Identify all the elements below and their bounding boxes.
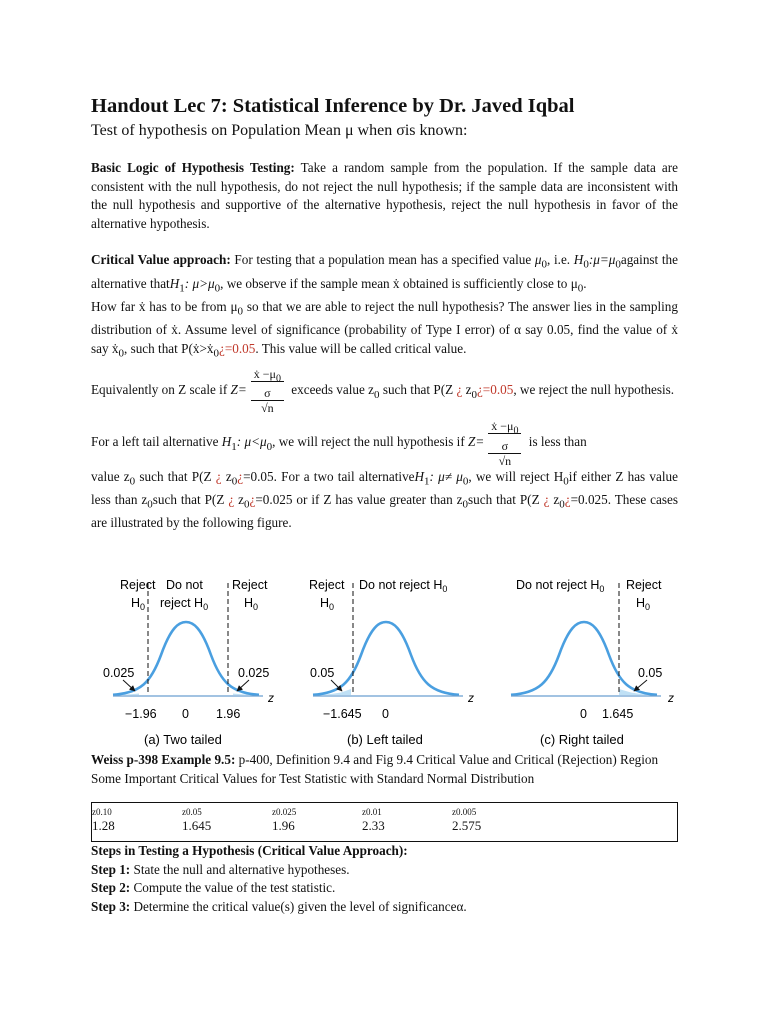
z-fraction-2 — [488, 419, 521, 467]
axis-label-z: z — [468, 691, 474, 705]
cv-cell-1 — [92, 807, 115, 833]
cv-text: For a left tail alternative — [91, 434, 222, 450]
h-text: H — [320, 596, 330, 610]
z-eq: Z= — [230, 382, 247, 398]
critical-values-table — [91, 802, 678, 842]
tick-zero: 0 — [580, 707, 587, 721]
cv-value: 1.96 — [272, 818, 295, 833]
label-reject-right: Reject — [232, 578, 268, 592]
basic-logic-heading: Basic Logic of Hypothesis Testing: — [91, 160, 295, 175]
cv-head: z0.05 — [182, 807, 202, 817]
cv-value: 1.28 — [92, 818, 115, 833]
z-fraction — [251, 367, 284, 415]
cv-text: such that P(Z — [135, 468, 216, 484]
sub: 0 — [244, 498, 250, 511]
tick-neg-1645: −1.645 — [323, 707, 362, 721]
basic-logic-paragraph — [91, 159, 678, 233]
frac-num — [251, 366, 284, 385]
reference-block — [91, 751, 678, 788]
cv-text: or if Z has value greater than z — [292, 491, 463, 507]
h0: H — [573, 252, 584, 268]
handout-subtitle: Test of hypothesis on Population Mean μ when σis known: — [91, 122, 468, 139]
tail-value: 0.05 — [310, 666, 335, 680]
frac-den-sigma: σ — [251, 386, 284, 401]
tail-value: 0.05 — [638, 666, 663, 680]
cv-value: 2.33 — [362, 818, 385, 833]
cv-text: Equivalently on Z scale if — [91, 382, 231, 398]
h-sub: 0 — [140, 602, 146, 612]
frac-den-sigma: σ — [488, 439, 521, 454]
sub: 0 — [513, 425, 519, 437]
h-sub: 0 — [599, 584, 605, 594]
tick-196: 1.96 — [216, 707, 241, 721]
panel-left-tailed — [309, 578, 474, 747]
label-h0-right — [244, 596, 258, 612]
steps-heading: Steps in Testing a Hypothesis (Critical Value Approach): — [91, 843, 408, 858]
h-text: reject H — [160, 596, 204, 610]
sub: 1 — [424, 475, 430, 488]
cv-text: ¿ — [564, 491, 571, 507]
cv-text: ¿ — [237, 468, 244, 484]
cv-text: ¿=0.05 — [476, 382, 514, 398]
h-sub: 0 — [253, 602, 259, 612]
arrow-right — [237, 680, 249, 691]
cv-text: , i.e. — [547, 252, 574, 268]
cv-text: : μ>μ — [184, 275, 215, 291]
sub: 1 — [179, 282, 185, 295]
step-text: Compute the value of the test statistic. — [130, 880, 336, 896]
cv-head: z0.025 — [272, 807, 297, 817]
cv-head: z0.005 — [452, 807, 477, 817]
h-sub: 0 — [442, 584, 448, 594]
h-sub: 0 — [645, 602, 651, 612]
step-label: Step 2: — [91, 880, 131, 896]
sub: 0 — [129, 475, 136, 488]
reference-heading: Weiss p-398 Example 9.5: — [91, 752, 236, 767]
caption-right-tailed: (c) Right tailed — [540, 732, 624, 747]
cv-text: ¿=0.05 — [218, 340, 256, 356]
h1: H — [169, 275, 180, 291]
h-text: H — [244, 596, 254, 610]
cv-text: . These cases are illustrated by the following figure. — [91, 491, 679, 531]
sub: 0 — [541, 259, 548, 272]
cv-text: . For a two tail alternative — [273, 468, 415, 484]
critical-value-paragraph — [91, 251, 678, 297]
sub: 0 — [275, 373, 281, 385]
sub: 0 — [462, 475, 469, 488]
cv-text: , such that P(ẋ>ẋ — [123, 340, 214, 356]
cv-text: =0.025 — [255, 491, 293, 507]
tick-zero: 0 — [382, 707, 389, 721]
cv-text: , we will reject the null hypothesis if — [272, 434, 469, 450]
basic-logic-text: Take a random sample from the population. If the sample data are consistent with the null hypothesis, do not reject the null hypothesis; if the sample data are inconsistent with the null hypothesis and supportive of the alternative hypothesis, reject the null hypothesis in favor of the alternative hypothesis. — [91, 160, 678, 231]
label-h0 — [320, 596, 334, 612]
cv-cell-2 — [182, 807, 211, 833]
table-caption: Some Important Critical Values for Test Statistic with Standard Normal Distribution — [91, 770, 535, 786]
cv-head: z0.01 — [362, 807, 382, 817]
cv-text: such that P(Z — [152, 491, 229, 507]
sub: 0 — [462, 498, 468, 511]
cv-text: z — [462, 382, 472, 398]
cv-text: exceeds value z — [287, 382, 375, 398]
step-label: Step 3: — [91, 898, 131, 914]
bell-curve — [511, 622, 657, 695]
cv-text: . — [583, 275, 587, 291]
cv-value: 2.575 — [452, 818, 482, 833]
label-h0 — [636, 596, 650, 612]
step-label: Step 1: — [91, 861, 131, 877]
sub: 0 — [213, 347, 219, 360]
sub: 0 — [577, 282, 584, 295]
frac-num-text: ẋ −μ — [253, 366, 276, 381]
cv-text: For testing that a population mean has a specified value — [230, 252, 535, 268]
cv-text: . This value will be called critical value. — [255, 340, 467, 356]
reference-paragraph — [91, 751, 678, 770]
step-3 — [91, 898, 678, 917]
caption-left-tailed: (b) Left tailed — [347, 732, 423, 747]
cv-text: ¿ — [249, 491, 256, 507]
step-text: Determine the critical value(s) given the level of significanceα. — [130, 898, 467, 914]
h-sub: 0 — [203, 602, 209, 612]
step-text: State the null and alternative hypotheses. — [130, 861, 350, 877]
tail-value-left: 0.025 — [103, 666, 135, 680]
cv-text: if either Z has value less than z — [91, 468, 678, 507]
axis-label-z: z — [268, 691, 274, 705]
h-text: H — [131, 596, 141, 610]
label-do-not-reject — [516, 578, 604, 594]
panel-two-tailed — [103, 578, 274, 747]
step-1 — [91, 861, 678, 880]
sub: 0 — [615, 259, 621, 272]
cv-text: against the alternative that — [91, 252, 679, 291]
sub: 0 — [147, 498, 153, 511]
cv-text: is less than — [525, 434, 587, 450]
h-text: Do not reject H — [359, 578, 443, 592]
cv-text: ¿ — [228, 491, 235, 507]
sub: 0 — [374, 388, 380, 401]
how-far-paragraph — [91, 298, 678, 363]
sub: 0 — [266, 441, 273, 454]
sub: 0 — [231, 475, 238, 488]
sub: 0 — [118, 347, 124, 360]
cv-text: =0.05 — [243, 468, 274, 484]
label-reject-left: Reject — [120, 578, 156, 592]
h-sub: 0 — [329, 602, 335, 612]
bell-curve — [113, 622, 259, 695]
frac-den-root: √n — [498, 453, 512, 468]
cv-text: , we reject the null hypothesis. — [513, 382, 675, 398]
cv-text: =0.025 — [570, 491, 608, 507]
handout-body — [91, 93, 678, 533]
cv-text: ¿ — [543, 491, 550, 507]
label-reject-h0-center — [160, 596, 208, 612]
cv-text: such that P(Z — [468, 491, 544, 507]
critical-value-heading: Critical Value approach: — [91, 252, 231, 268]
h1: H — [221, 434, 232, 450]
label-reject: Reject — [309, 578, 345, 592]
cv-text: : μ<μ — [236, 434, 267, 450]
frac-num — [488, 419, 521, 437]
frac-den-root: √n — [261, 401, 274, 416]
cv-cell-4 — [362, 807, 385, 833]
cv-text: ¿ — [215, 468, 222, 484]
tail-value-right: 0.025 — [238, 666, 270, 680]
z-scale-paragraph — [91, 367, 678, 415]
cv-text: value z — [91, 468, 130, 484]
cv-text: : μ≠ μ — [429, 468, 463, 484]
sub: 0 — [237, 305, 244, 318]
label-do-not: Do not — [166, 578, 203, 592]
z-eq: Z= — [468, 434, 485, 450]
cv-head: z0.10 — [92, 807, 112, 817]
sub: 0 — [583, 259, 589, 272]
left-tail-paragraph — [91, 419, 678, 467]
steps-block — [91, 842, 678, 916]
h1: H — [414, 468, 425, 484]
cv-text: ¿ — [456, 382, 463, 398]
handout-title: Handout Lec 7: Statistical Inference by Dr. Javed Iqbal — [91, 95, 575, 117]
cv-text: How far ẋ has to be from μ — [91, 298, 238, 314]
tick-zero: 0 — [182, 707, 189, 721]
sub: 0 — [563, 475, 569, 488]
cv-cell-3 — [272, 807, 296, 833]
rejection-region-figure — [91, 567, 678, 752]
label-h0-left — [131, 596, 145, 612]
label-reject: Reject — [626, 578, 662, 592]
cv-cell-5 — [452, 807, 481, 833]
cv-text: , we will reject H — [468, 468, 564, 484]
sub: 1 — [231, 441, 237, 454]
tick-1645: 1.645 — [602, 707, 634, 721]
cv-value: 1.645 — [182, 818, 212, 833]
normal-curves-svg — [91, 567, 678, 752]
label-do-not-reject — [359, 578, 447, 594]
frac-num-text: ẋ −μ — [491, 419, 514, 434]
cv-text: , we observe if the sample mean ẋ obtained is sufficiently close to μ — [220, 275, 578, 291]
cv-text: so that we are able to reject the null hypothesis? The answer lies in the sampling distribution of ẋ. Assume level of significance (probability of Type I error) of α say 0.05, find the value of ẋ say ẋ — [91, 298, 678, 356]
arrow-left — [123, 680, 135, 691]
h-text: Do not reject H — [516, 578, 600, 592]
sub: 0 — [214, 282, 221, 295]
step-2 — [91, 879, 678, 898]
sub: 0 — [559, 498, 565, 511]
reference-text: p-400, Definition 9.4 and Fig 9.4 Critical Value and Critical (Rejection) Region — [235, 752, 659, 767]
arrow — [634, 680, 647, 691]
axis-label-z: z — [668, 691, 674, 705]
caption-two-tailed: (a) Two tailed — [144, 732, 222, 747]
two-tail-paragraph: value $z_0$ such that P(Z ¿ $z_0¿=0.05$. For a two tail alternativeH$_1$: $\mu\ne \mu_0$, we will reject $H_0if$ either Z has value less than $z_0such$ that P(Z ¿ $z_0¿=0.025$ or if Z has value greater than $z_0such$ that P(Z ¿ $z_0¿=0.025$. These cases are illustrated by the following figure. — [91, 468, 679, 531]
sub: 0 — [471, 388, 477, 401]
mu0: μ — [534, 252, 542, 268]
tick-neg-196: −1.96 — [125, 707, 157, 721]
cv-text: :μ=μ — [588, 252, 616, 268]
h-text: H — [636, 596, 646, 610]
cv-text: such that P(Z — [379, 382, 457, 398]
panel-right-tailed — [511, 578, 674, 747]
